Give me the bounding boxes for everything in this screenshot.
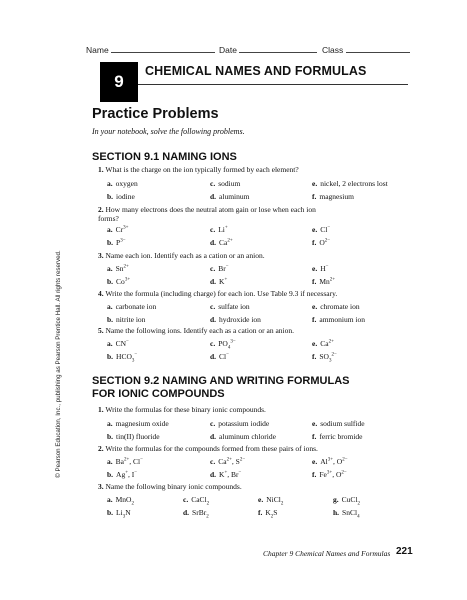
sec2-q1-option: f. ferric bromide	[312, 432, 363, 441]
question-number: 4.	[98, 289, 104, 298]
question-number: 3.	[98, 482, 104, 491]
question-text: Write the formulas for these binary ionic compounds.	[105, 405, 266, 414]
sec1-q5-option: f. $SO_3^{2-}$	[312, 352, 337, 364]
question-number: 5.	[98, 326, 104, 335]
sec1-q2-option: d. $Ca^{2+}$	[210, 238, 233, 247]
sec1-q5-option: c. $PO_4^{3-}$	[210, 339, 236, 351]
sec2-q3-option: c. CaCl$_2$	[183, 495, 210, 507]
question-number: 2.	[98, 205, 104, 214]
sec1-q2-option: b. $P^{3-}$	[107, 238, 126, 247]
question-text: Name the following binary ionic compounds.	[105, 482, 242, 491]
section-9-2-title-line2: FOR IONIC COMPOUNDS	[92, 388, 225, 400]
sec1-q4-option: c. sulfate ion	[210, 302, 250, 311]
name-field	[86, 44, 215, 55]
question-number: 1.	[98, 165, 104, 174]
section-9-1-title: SECTION 9.1 NAMING IONS	[92, 151, 237, 163]
sec2-q3-option: b. $Li_3N$	[107, 508, 131, 520]
question-number: 2.	[98, 444, 104, 453]
question-number: 1.	[98, 405, 104, 414]
sec1-q3-option: b. $Co^{3+}$	[107, 277, 131, 286]
sec1-q4-option: e. chromate ion	[312, 302, 360, 311]
sec1-q3-option: f. $Mn^{2+}$	[312, 277, 336, 286]
sec1-q5-option: e. $Ca^{2+}$	[312, 339, 334, 348]
name-label: Name	[86, 45, 109, 55]
page-number: 221	[396, 546, 413, 557]
sec2-q2-option: f. $Fe^{3+}$, $O^{2-}$	[312, 470, 347, 479]
sec2-question-2	[98, 444, 408, 453]
sec2-question-3	[98, 482, 408, 491]
sec2-q2-option: c. $Ca^{2+}$, $S^{2-}$	[210, 457, 246, 466]
sec1-q1-option: a. oxygen	[107, 179, 138, 188]
sec2-q3-option: g. CuCl$_2$	[333, 495, 360, 507]
question-number: 3.	[98, 251, 104, 260]
class-blank[interactable]	[346, 44, 410, 53]
sec1-question-3	[98, 251, 408, 260]
chapter-title: CHEMICAL NAMES AND FORMULAS	[145, 64, 367, 78]
title-rule	[138, 84, 408, 85]
sec1-question-1	[98, 165, 408, 174]
sec1-question-4	[98, 289, 408, 298]
date-label: Date	[219, 45, 237, 55]
sec2-q1-option: c. potassium iodide	[210, 419, 270, 428]
copyright-side-text: © Pearson Education, Inc., publishing as Pearson Prentice Hall. All rights reserved.	[55, 250, 62, 478]
sec1-q2-option: a. $Cr^{3+}$	[107, 225, 129, 234]
sec2-q3-option: h. SnCl$_4$	[333, 508, 360, 520]
sec1-q2-option: c. Li+	[210, 225, 228, 234]
sec1-q5-option: d. Cl−	[210, 352, 229, 361]
sec1-q4-option: d. hydroxide ion	[210, 315, 261, 324]
instruction-text: In your notebook, solve the following problems.	[92, 127, 245, 136]
sec2-q3-option: f. $K_2S$	[258, 508, 278, 520]
date-field	[219, 44, 317, 55]
sec2-q2-option: d. K+, Br−	[210, 470, 242, 479]
sec1-q2-option: f. $O^{2-}$	[312, 238, 331, 247]
footer-text: Chapter 9 Chemical Names and Formulas	[263, 549, 391, 558]
sec2-q2-option: e. $Al^{3+}$, $O^{2-}$	[312, 457, 348, 466]
sec1-question-5	[98, 326, 408, 335]
sec2-q3-option: d. SrBr$_2$	[183, 508, 209, 520]
sec1-q1-option: b. iodine	[107, 192, 135, 201]
class-label: Class	[322, 45, 344, 55]
question-text: Write the formulas for the compounds formed from these pairs of ions.	[105, 444, 318, 453]
sec1-q5-option: a. CN−	[107, 339, 129, 348]
date-blank[interactable]	[239, 44, 317, 53]
sec2-q3-option: e. NiCl$_2$	[258, 495, 284, 507]
name-blank[interactable]	[111, 44, 215, 53]
sec2-q1-option: b. tin(II) fluoride	[107, 432, 160, 441]
sec2-q2-option: a. $Ba^{2+}$, Cl−	[107, 457, 143, 466]
sec1-q2-option: e. Cl−	[312, 225, 331, 234]
sec1-q1-option: d. aluminum	[210, 192, 250, 201]
question-text: What is the charge on the ion typically formed by each element?	[105, 165, 299, 174]
sec1-q1-option: c. sodium	[210, 179, 241, 188]
sec1-q3-option: e. H−	[312, 264, 329, 273]
sec2-question-1	[98, 405, 408, 414]
question-text: Name each ion. Identify each as a cation or an anion.	[105, 251, 265, 260]
section-9-2-title-line1: SECTION 9.2 NAMING AND WRITING FORMULAS	[92, 375, 350, 387]
sec1-question-2	[98, 205, 333, 223]
sec2-q1-option: e. sodium sulfide	[312, 419, 365, 428]
sec2-q1-option: d. aluminum chloride	[210, 432, 276, 441]
sec1-q4-option: f. ammonium ion	[312, 315, 365, 324]
sec1-q1-option: e. nickel, 2 electrons lost	[312, 179, 388, 188]
sec1-q4-option: a. carbonate ion	[107, 302, 157, 311]
sec2-q3-option: a. MnO$_2$	[107, 495, 134, 507]
sec1-q3-option: c. Br−	[210, 264, 229, 273]
chapter-number-badge	[100, 62, 138, 102]
question-text: Name the following ions. Identify each as a cation or an anion.	[105, 326, 294, 335]
sec1-q4-option: b. nitrite ion	[107, 315, 146, 324]
sec1-q1-option: f. magnesium	[312, 192, 354, 201]
question-text: How many electrons does the neutral atom gain or lose when each ion forms?	[98, 205, 316, 223]
sec1-q5-option: b. $HCO_3^-$	[107, 352, 138, 364]
chapter-number: 9	[114, 72, 124, 91]
sec2-q1-option: a. magnesium oxide	[107, 419, 169, 428]
question-text: Write the formula (including charge) for each ion. Use Table 9.3 if necessary.	[105, 289, 338, 298]
sec2-q2-option: b. Ag+, I−	[107, 470, 138, 479]
sec1-q3-option: a. $Sn^{2+}$	[107, 264, 129, 273]
page-heading: Practice Problems	[92, 106, 219, 122]
class-field	[322, 44, 410, 55]
sec1-q3-option: d. K+	[210, 277, 228, 286]
